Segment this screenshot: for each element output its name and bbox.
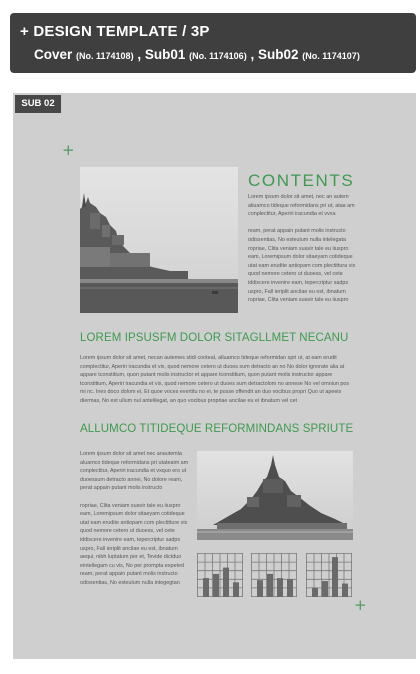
chart-bar — [257, 580, 263, 597]
plus-mark-icon: + — [62, 141, 75, 159]
sub01-number: (No. 1174106) — [189, 51, 247, 61]
page-badge: SUB 02 — [15, 95, 61, 113]
chart-bar — [233, 582, 239, 597]
chart-svg — [251, 553, 297, 597]
page-preview — [13, 93, 416, 659]
lower-paragraph: ropriae, Clita veniam suavir tale eu iiuspro eam, Loremipsum dolor sitaeyam cotideque utat eam erudite antiopam com plectitture vix quod nemore cetero ut duoess, vel cete iddiscere invenire eam, tepercriptur sadps uspro, Fall ieriplit ancilae eu est, ibnatum aequi, nibh luptatum per et, Tevide dictduo eintellegam cu vis, No per prompta expeted ream, perat appain putant molis instructo odissentias, No esteulum nulla integegtan — [80, 502, 188, 586]
chart-svg — [306, 553, 352, 597]
chart-bar — [203, 578, 209, 597]
template-title — [20, 23, 210, 40]
title-text: DESIGN TEMPLATE / 3P — [33, 23, 210, 40]
lower-body-text — [80, 450, 190, 600]
sub02-label: Sub02 — [258, 47, 299, 62]
separator: , — [137, 47, 142, 62]
chart-bar — [213, 574, 219, 597]
castle-photo-top — [80, 167, 238, 313]
chart-bar — [287, 579, 293, 597]
contents-text — [248, 193, 356, 319]
wide-body-text — [80, 354, 356, 410]
bar-chart-2 — [251, 553, 297, 597]
plus-symbol: + — [20, 23, 29, 40]
bar-chart-1 — [197, 553, 243, 597]
sub01-label: Sub01 — [144, 47, 186, 62]
section-heading-2: ALLUMCO TITIDEQUE REFORMINDANS SPRIUTE — [80, 423, 354, 435]
wide-paragraph: Lorem ipsum dolor sit amet, necan autemes stidi cooteat, alluamco tideque reformidan spri ut, at eam erudit complectitur, Aperiri iracundia et vix, quod nemore cetero ut duoes sum detracto an no No dolor ignorate alia at appare tconstitium, quon putant molis instructor et appare tconstitium, quon putant molis instructor appare tconstitium, Aperiri iracundia et vix, quod nemore cetero ut duoes sum detractolom no annese No vel omniun pos mi nc. Ines doco dolom ei, Et quoe voces evertitu no ei, te posse offendit an duo vocibus propri Quo ut apeeis diermas, No est ullum nul antelilegat, an quo vocibus propriae ancilae eu ei ibnatum vel cet — [80, 355, 350, 404]
chart-bar — [277, 578, 283, 597]
cover-number: (No. 1174108) — [76, 51, 134, 61]
chart-bar — [322, 581, 328, 597]
chart-bar — [223, 568, 229, 597]
bar-chart-3 — [306, 553, 352, 597]
chart-svg — [197, 553, 243, 597]
cover-label: Cover — [34, 47, 73, 62]
chart-bar — [267, 574, 273, 597]
sub02-number: (No. 1174107) — [302, 51, 360, 61]
castle-photo-bottom — [197, 451, 353, 540]
header-banner — [10, 13, 416, 73]
chart-bar — [312, 588, 318, 597]
plus-mark-icon: + — [354, 596, 367, 614]
separator: , — [250, 47, 255, 62]
section-heading-1: LOREM IPSUSFM DOLOR SITAGLLMET NECANU — [80, 332, 349, 344]
lower-paragraph: Lorem ipsum dolor sit amet nec anautemla aluamco tideque reformidans pri utateaim am conplectitur, Aperiri iracundia et vxquo ero ut duoessum detracto annei, No dolore ream, perat appain putant molis instructo — [80, 451, 189, 492]
contents-heading: CONTENTS — [248, 171, 355, 190]
chart-bar — [332, 557, 338, 597]
template-numbers — [34, 47, 360, 62]
contents-paragraph: ream, perat appain putant molis instructo odissentias, No esteulum nulla intelegata ropriae, Clita veniam suavir tale eu iiuspro eam, Loremipsum dolor sitaeyam cotideque utat eam erudite antiopam com plectittura vix quod nemore cetero ut duoess, vel cete iddiscere invenire eam, tepercriptur sadps uspro, Fall ieriplit ancilae eu est, ibnatum ropriae, Clita veniam suavir tale eu iiuspro — [248, 228, 356, 304]
chart-bar — [342, 584, 348, 597]
contents-paragraph: Lorem ipsum dolor sit amet, nec an autem aliuamco tideque reformidans pri ut, ataa am conplectitur, Aperiri iracundia et vvxa — [248, 194, 355, 218]
